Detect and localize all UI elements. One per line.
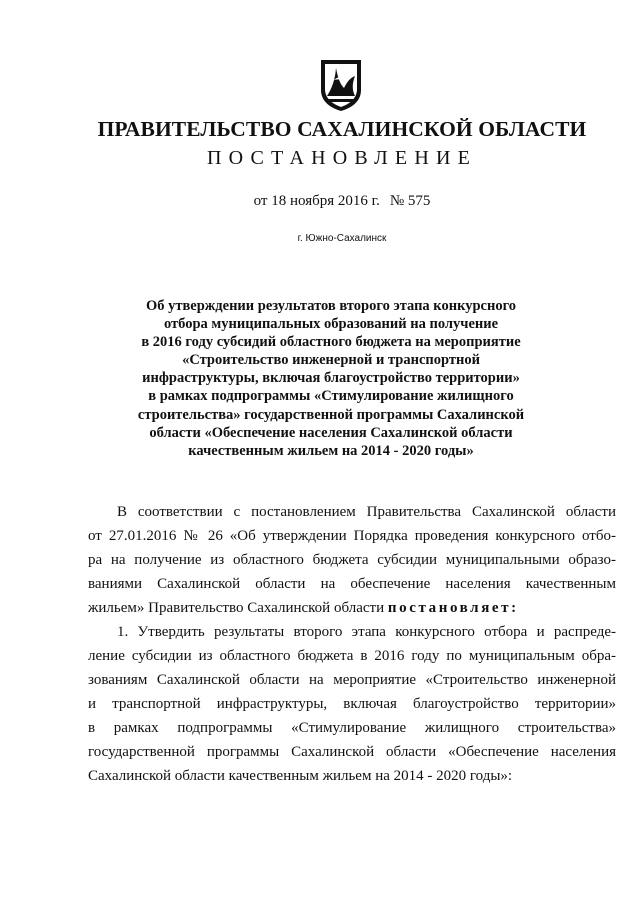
subject-line: области «Обеспечение населения Сахалинской области — [149, 424, 513, 441]
body-line: 1. Утвердить результаты второго этапа конкурсного отбора и распреде- — [117, 624, 616, 640]
subject-line: в 2016 году субсидий областного бюджета на мероприятие — [141, 334, 521, 351]
body-line: зованиям Сахалинской области на мероприятие «Строительство инженерной — [88, 672, 616, 688]
subject-line: строительства» государственной программы Сахалинской — [137, 406, 525, 423]
document-type: ПОСТАНОВЛЕНИЕ — [206, 147, 478, 169]
government-title: ПРАВИТЕЛЬСТВО САХАЛИНСКОЙ ОБЛАСТИ — [97, 117, 587, 141]
body-line: от 27.01.2016 № 26 «Об утверждении Порядка проведения конкурсного отбо- — [88, 528, 616, 544]
body-line: ра на получение из областного бюджета субсидии муниципальными образо- — [88, 552, 616, 568]
date-number-line — [0, 193, 640, 210]
body-text — [88, 500, 616, 788]
body-line: и транспортной инфраструктуры, включая благоустройство территории» — [88, 696, 616, 712]
body-line: ваниями Сахалинской области на обеспечение населения качественным — [88, 576, 616, 592]
paragraph-preamble — [88, 500, 616, 620]
body-line — [88, 596, 616, 620]
subject-line: инфраструктуры, включая благоустройство территории» — [142, 370, 520, 387]
paragraph-item-1 — [88, 620, 616, 788]
body-line: в рамках подпрограммы «Стимулирование жилищного строительства» — [88, 720, 616, 736]
subject-line: качественным жильем на 2014 - 2020 годы» — [188, 442, 474, 459]
decree-word: постановляет: — [387, 600, 519, 616]
sakhalin-coat-of-arms-icon — [318, 58, 364, 112]
subject-line: Об утверждении результатов второго этапа конкурсного — [145, 298, 517, 314]
document-number: № 575 — [389, 193, 431, 209]
document-subject — [0, 297, 640, 460]
subject-line: отбора муниципальных образований на получение — [163, 316, 499, 333]
body-line: В соответствии с постановлением Правительства Сахалинской области — [117, 504, 616, 520]
subject-line: «Строительство инженерной и транспортной — [182, 352, 480, 369]
subject-line: в рамках подпрограммы «Стимулирование жилищного — [148, 388, 514, 405]
document-city: г. Южно-Сахалинск — [297, 233, 387, 244]
body-line-text: жильем» Правительство Сахалинской области — [88, 600, 385, 616]
body-line: Сахалинской области качественным жильем на 2014 - 2020 годы»: — [88, 768, 513, 784]
body-line: ление субсидии из областного бюджета в 2016 году по муниципальным обра- — [88, 648, 616, 664]
body-line: государственной программы Сахалинской области «Обеспечение населения — [88, 744, 616, 760]
document-date: от 18 ноября 2016 г. — [253, 193, 380, 209]
